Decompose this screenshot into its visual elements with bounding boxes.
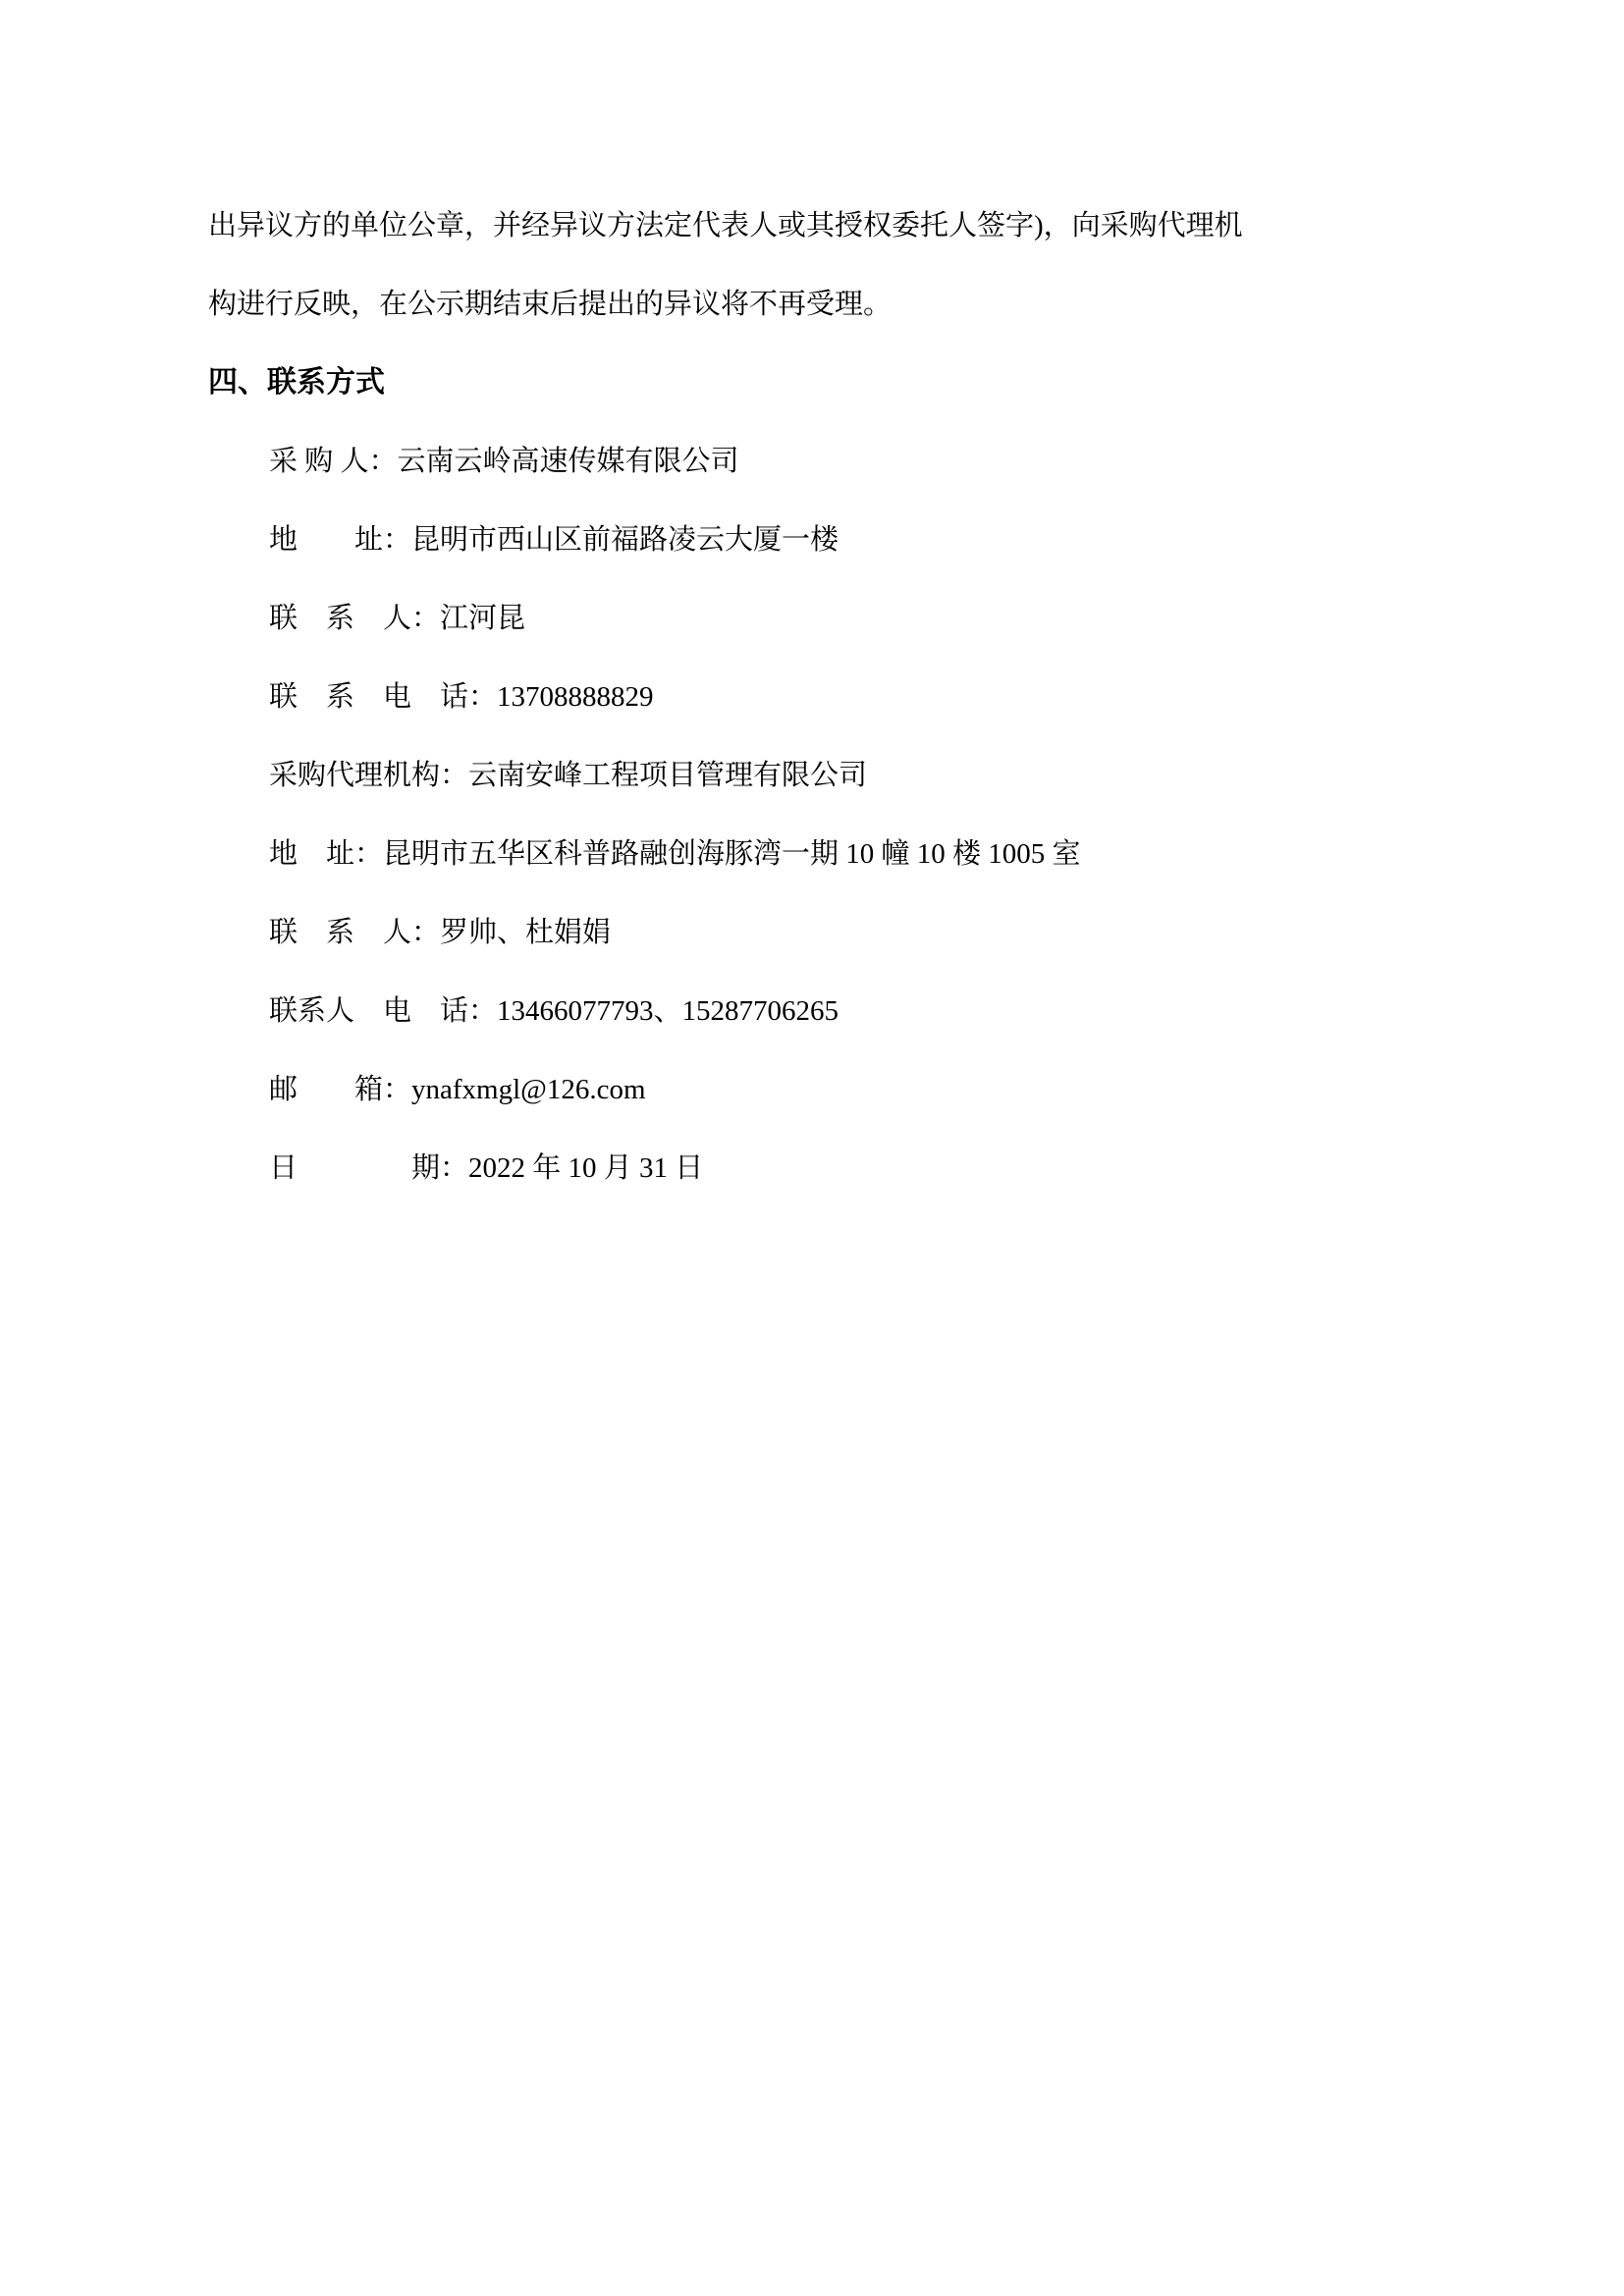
contact-line-agency-address: 地 址：昆明市五华区科普路融创海豚湾一期 10 幢 10 楼 1005 室 xyxy=(269,838,1081,870)
contact-line-purchaser: 采 购 人：云南云岭高速传媒有限公司 xyxy=(269,446,739,477)
contact-line-agency-contact-person: 联 系 人：罗帅、杜娟娟 xyxy=(269,917,612,948)
paragraph-line-2: 构进行反映，在公示期结束后提出的异议将不再受理。 xyxy=(208,289,893,320)
page-content xyxy=(208,187,1447,1207)
contact-line-purchaser-address: 地 址：昆明市西山区前福路凌云大厦一楼 xyxy=(269,524,839,556)
contact-list xyxy=(208,422,1447,1207)
contact-line-agency-phone: 联系人 电 话：13466077793、15287706265 xyxy=(269,995,839,1027)
contact-line-date: 日 期：2022 年 10 月 31 日 xyxy=(269,1152,704,1184)
contact-line-email: 邮 箱：ynafxmgl@126.com xyxy=(269,1074,646,1105)
contact-line-agency: 采购代理机构：云南安峰工程项目管理有限公司 xyxy=(269,760,868,791)
contact-line-purchaser-phone: 联 系 电 话：13708888829 xyxy=(269,681,654,713)
section-heading-contact-info: 四、联系方式 xyxy=(208,366,385,399)
contact-line-purchaser-contact-person: 联 系 人：江河昆 xyxy=(269,603,526,634)
paragraph-line-1: 出异议方的单位公章，并经异议方法定代表人或其授权委托人签字)，向采购代理机 xyxy=(208,210,1243,241)
paragraph xyxy=(208,187,1447,344)
